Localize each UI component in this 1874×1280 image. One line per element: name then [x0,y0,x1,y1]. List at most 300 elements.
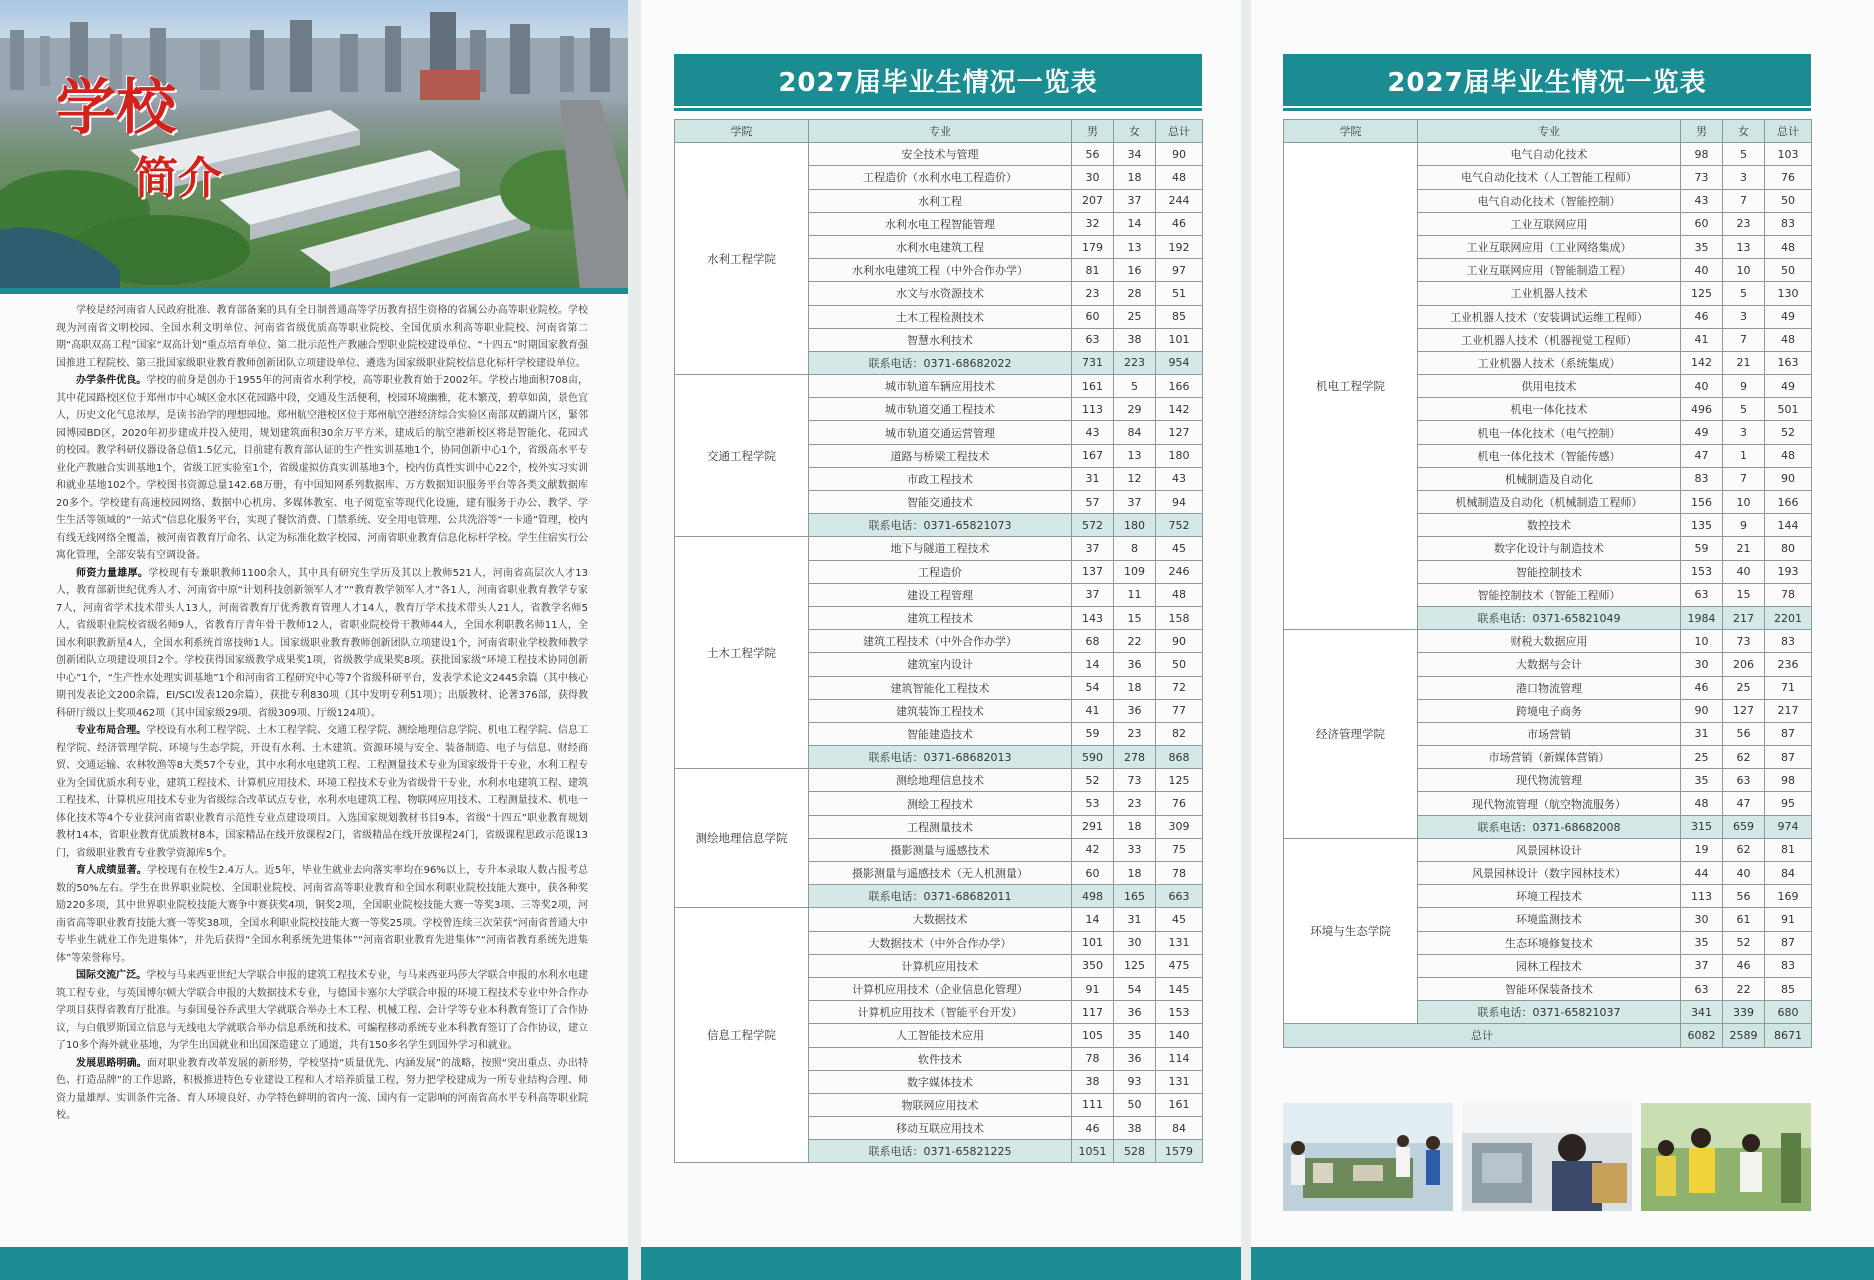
subtotal: 680 [1765,1001,1812,1024]
male-count: 25 [1681,746,1723,769]
male-count: 40 [1681,259,1723,282]
grand-total: 8671 [1765,1024,1812,1047]
male-count: 113 [1072,398,1114,421]
male-count: 60 [1681,212,1723,235]
major-cell: 工业互联网应用（智能制造工程） [1418,259,1681,282]
major-cell: 建筑工程技术（中外合作办学） [809,630,1072,653]
column-header: 学院 [675,120,809,143]
contact-phone: 联系电话：0371-65821049 [1418,606,1681,629]
male-count: 54 [1072,676,1114,699]
total-count: 50 [1156,653,1203,676]
major-cell: 工程造价（水利水电工程造价） [809,166,1072,189]
major-cell: 生态环境修复技术 [1418,931,1681,954]
major-cell: 地下与隧道工程技术 [809,537,1072,560]
total-count: 81 [1765,838,1812,861]
major-cell: 市场营销 [1418,722,1681,745]
table-header-row [1284,120,1812,143]
major-cell: 机电一体化技术（电气控制） [1418,421,1681,444]
male-count: 91 [1072,977,1114,1000]
paragraph-text: 学校是经河南省人民政府批准、教育部备案的具有全日制普通高等学历教育招生资格的省属公办高等职业院校。学校现为河南省文明校园、全国水利文明单位、河南省省级优质高等职业院校、全国优质水利高等职业院校、河南省第二期“高职双高工程”国家“双高计划”重点培育单位、第二批示范性产教融合型职业院校建设单位、“十四五”时期国家教育强国推进工程院校、第三批国家级职业教育教师创新团队立项建设单位、遴选为国家级职业院校信息化标杆学校建设单位。 [56,305,588,369]
total-count: 95 [1765,792,1812,815]
college-cell: 经济管理学院 [1284,630,1418,839]
male-count: 207 [1072,189,1114,212]
total-count: 83 [1765,630,1812,653]
table-title-left: 2027届毕业生情况一览表 [674,54,1202,106]
total-count: 48 [1765,328,1812,351]
male-count: 41 [1681,328,1723,351]
female-count: 18 [1114,166,1156,189]
female-count: 22 [1723,977,1765,1000]
total-count: 76 [1765,166,1812,189]
total-count: 51 [1156,282,1203,305]
subtotal: 2201 [1765,606,1812,629]
major-cell: 机电一体化技术 [1418,398,1681,421]
total-count: 166 [1765,491,1812,514]
total-count: 85 [1765,977,1812,1000]
female-count: 18 [1114,862,1156,885]
major-cell: 工程测量技术 [809,815,1072,838]
male-count: 111 [1072,1093,1114,1116]
male-subtotal: 572 [1072,514,1114,537]
major-cell: 智能环保装备技术 [1418,977,1681,1000]
total-count: 125 [1156,769,1203,792]
major-cell: 大数据技术 [809,908,1072,931]
male-count: 60 [1072,305,1114,328]
total-count: 114 [1156,1047,1203,1070]
total-count: 158 [1156,606,1203,629]
female-subtotal: 339 [1723,1001,1765,1024]
male-count: 40 [1681,375,1723,398]
major-cell: 环境工程技术 [1418,885,1681,908]
female-count: 38 [1114,328,1156,351]
male-count: 38 [1072,1070,1114,1093]
major-cell: 测绘工程技术 [809,792,1072,815]
female-count: 127 [1723,699,1765,722]
major-cell: 财税大数据应用 [1418,630,1681,653]
major-cell: 计算机应用技术（企业信息化管理） [809,977,1072,1000]
major-cell: 风景园林设计 [1418,838,1681,861]
paragraph-text: 学校与马来西亚世纪大学联合申报的建筑工程技术专业，与马来西亚玛莎大学联合申报的水利水电建筑工程专业，与英国博尔顿大学联合申报的大数据技术专业，与德国卡塞尔大学联合申报的环境工程技术专业中外合作办学项目获得省教育厅批准。与泰国曼谷乔武里大学就联合举办土木工程、机械工程、会计学等专业本科教育签订了合作协议，与白俄罗斯国立信息与无线电大学就联合举办信息系统和技术、可编程移动系统专业本科教育签订了合作协议，建立了10多个海外就业基地，为学生出国就业和出国深造建立了通道，共有150多名学生到国外学习和就业。 [56,970,589,1051]
major-cell: 安全技术与管理 [809,143,1072,166]
total-count: 84 [1765,862,1812,885]
total-count: 131 [1156,931,1203,954]
female-subtotal: 217 [1723,606,1765,629]
footer-band [641,1247,1241,1280]
female-count: 40 [1723,862,1765,885]
female-count: 73 [1723,630,1765,653]
male-count: 142 [1681,351,1723,374]
male-count: 37 [1072,583,1114,606]
total-count: 72 [1156,676,1203,699]
major-cell: 软件技术 [809,1047,1072,1070]
male-count: 167 [1072,444,1114,467]
female-count: 3 [1723,305,1765,328]
female-count: 5 [1723,282,1765,305]
major-cell: 工程造价 [809,560,1072,583]
subtotal: 663 [1156,885,1203,908]
total-count: 48 [1156,166,1203,189]
female-count: 15 [1723,583,1765,606]
grand-total-female: 2589 [1723,1024,1765,1047]
male-count: 59 [1072,722,1114,745]
major-cell: 智能控制技术（智能工程师） [1418,583,1681,606]
paragraph-text: 学校的前身是创办于1955年的河南省水利学校，高等职业教育始于2002年。学校占地面积708亩，其中花园路校区位于郑州市中心城区金水区花园路中段，交通及生活便利，校园环境幽雅，花木繁茂，碧草如茵，景色宜人，历史文化气息浓厚，是读书治学的理想园地。郑州航空港校区位于郑州航空港经济综合实验区南部双鹤湖片区，緊邻园博园BD区，2020年初步建成并投入使用，规划建筑面积30余万平方米，建成后的航空港新校区将是智能化、花园式的校园。教学科研仪器设备总值1.5亿元，目前建有教育部认证的生产性实训基地1个，协同创新中心1个，省级高水平专业化产教融合实训基地1个，省级工匠实验室1个，省级虚拟仿真实训基地3个，校内仿真性实训中心22个，校外实习实训和就业基地102个。学校图书资源总量142.68万册，有中国知网系列数据库、万方数据知识服务平台等各类文献数据库20多个。学校建有高速校园网络、数据中心机房、多媒体教室、电子阅览室等现代化设施，建有服务于办公、教学、学生生活等领域的“一站式”信息化服务平台，实现了餐饮消费、门禁系统、安全用电管理、公共洗浴等“一卡通”管理，校内有线无线网络全覆盖，被河南省教育厅命名、认定为标准化数字校园、河南省职业教育信息化标杆学校。学生住宿实行公寓化管理，全部安装有空调设备。 [56,375,588,561]
major-cell: 计算机应用技术 [809,954,1072,977]
total-count: 163 [1765,351,1812,374]
major-cell: 智慧水利技术 [809,328,1072,351]
male-count: 60 [1072,862,1114,885]
footer-band [1251,1247,1874,1280]
total-count: 94 [1156,491,1203,514]
female-count: 62 [1723,746,1765,769]
male-subtotal: 1051 [1072,1140,1114,1163]
female-count: 5 [1114,375,1156,398]
column-header: 女 [1114,120,1156,143]
female-count: 46 [1723,954,1765,977]
intro-paragraph [56,302,588,372]
male-count: 30 [1681,908,1723,931]
college-cell: 环境与生态学院 [1284,838,1418,1024]
female-count: 34 [1114,143,1156,166]
female-count: 10 [1723,259,1765,282]
female-count: 10 [1723,491,1765,514]
total-count: 98 [1765,769,1812,792]
grand-total-label: 总计 [1284,1024,1681,1047]
major-cell: 市政工程技术 [809,467,1072,490]
major-cell: 港口物流管理 [1418,676,1681,699]
male-count: 56 [1072,143,1114,166]
female-count: 37 [1114,491,1156,514]
female-count: 35 [1114,1024,1156,1047]
major-cell: 工业互联网应用（工业网络集成） [1418,235,1681,258]
total-count: 82 [1156,722,1203,745]
male-count: 59 [1681,537,1723,560]
major-cell: 跨境电子商务 [1418,699,1681,722]
female-count: 125 [1114,954,1156,977]
female-count: 14 [1114,212,1156,235]
male-count: 83 [1681,467,1723,490]
total-count: 80 [1765,537,1812,560]
female-count: 206 [1723,653,1765,676]
female-count: 7 [1723,189,1765,212]
total-count: 87 [1765,722,1812,745]
major-cell: 建设工程管理 [809,583,1072,606]
female-count: 9 [1723,514,1765,537]
subtotal: 1579 [1156,1140,1203,1163]
campus-photos [1283,1103,1811,1211]
female-count: 23 [1723,212,1765,235]
female-count: 11 [1114,583,1156,606]
footer-band [0,1247,628,1280]
total-count: 180 [1156,444,1203,467]
intro-paragraph [56,862,588,967]
students-exhibit-photo [1283,1103,1453,1211]
total-count: 77 [1156,699,1203,722]
male-count: 10 [1681,630,1723,653]
male-count: 23 [1072,282,1114,305]
table-row [1284,838,1812,861]
major-cell: 供用电技术 [1418,375,1681,398]
male-count: 48 [1681,792,1723,815]
major-cell: 智能交通技术 [809,491,1072,514]
major-cell: 水利水电工程智能管理 [809,212,1072,235]
paragraph-lead: 办学条件优良。 [76,375,147,386]
total-count: 85 [1156,305,1203,328]
total-count: 52 [1765,421,1812,444]
college-cell: 交通工程学院 [675,375,809,537]
female-count: 62 [1723,838,1765,861]
table-row [675,537,1203,560]
column-header: 总计 [1156,120,1203,143]
total-count: 90 [1156,630,1203,653]
male-count: 44 [1681,862,1723,885]
table-row [675,769,1203,792]
column-header: 男 [1072,120,1114,143]
total-count: 166 [1156,375,1203,398]
total-count: 153 [1156,1001,1203,1024]
male-count: 101 [1072,931,1114,954]
male-count: 63 [1681,977,1723,1000]
female-subtotal: 659 [1723,815,1765,838]
male-count: 35 [1681,235,1723,258]
female-count: 18 [1114,676,1156,699]
major-cell: 水利工程 [809,189,1072,212]
major-cell: 电气自动化技术 [1418,143,1681,166]
female-count: 22 [1114,630,1156,653]
female-count: 3 [1723,421,1765,444]
major-cell: 机械制造及自动化 [1418,467,1681,490]
total-count: 43 [1156,467,1203,490]
female-subtotal: 223 [1114,351,1156,374]
female-count: 54 [1114,977,1156,1000]
female-count: 13 [1114,235,1156,258]
male-count: 43 [1681,189,1723,212]
male-subtotal: 590 [1072,746,1114,769]
paragraph-text: 学校现有在校生2.4万人。近5年，毕业生就业去向落实率均在96%以上，专升本录取人数占报考总数的50%左右。学生在世界职业院校、全国职业院校、河南省高等职业教育和全国水利职业院校技能大赛中，获各种奖励220多项，其中世界职业院校技能大赛争中赛获奖4项，铜奖2项，全国职业院校技能大赛一等奖3项、三等奖2项，河南省高等职业教育技能大赛一等奖38项，全国水利职业院校技能大赛一等奖25项。学校曾连续三次荣获“河南省普通大中专毕业生就业工作先进集体”，并先后获得“全国水利系统先进集体”“河南省职业教育先进集体”“河南省教育系统先进集体”等荣誉称号。 [56,865,588,964]
male-count: 153 [1681,560,1723,583]
column-header: 总计 [1765,120,1812,143]
male-count: 47 [1681,444,1723,467]
table-row [675,375,1203,398]
subtotal: 752 [1156,514,1203,537]
major-cell: 水利水电建筑工程（中外合作办学） [809,259,1072,282]
female-count: 9 [1723,375,1765,398]
male-subtotal: 315 [1681,815,1723,838]
female-count: 36 [1114,1047,1156,1070]
male-subtotal: 341 [1681,1001,1723,1024]
major-cell: 移动互联应用技术 [809,1117,1072,1140]
college-cell: 信息工程学院 [675,908,809,1163]
total-count: 84 [1156,1117,1203,1140]
male-count: 73 [1681,166,1723,189]
total-count: 78 [1156,862,1203,885]
grand-total-male: 6082 [1681,1024,1723,1047]
female-count: 23 [1114,722,1156,745]
female-count: 5 [1723,398,1765,421]
graduates-table-right [1283,119,1812,1048]
total-count: 45 [1156,908,1203,931]
male-count: 46 [1681,676,1723,699]
female-count: 12 [1114,467,1156,490]
major-cell: 城市轨道交通运营管理 [809,421,1072,444]
female-count: 21 [1723,537,1765,560]
male-count: 31 [1072,467,1114,490]
female-count: 33 [1114,838,1156,861]
major-cell: 大数据技术（中外合作办学） [809,931,1072,954]
column-header: 专业 [1418,120,1681,143]
total-count: 127 [1156,421,1203,444]
school-introduction [56,302,588,1125]
total-count: 169 [1765,885,1812,908]
major-cell: 建筑工程技术 [809,606,1072,629]
female-count: 38 [1114,1117,1156,1140]
total-count: 192 [1156,235,1203,258]
female-count: 63 [1723,769,1765,792]
contact-phone: 联系电话：0371-65821225 [809,1140,1072,1163]
male-count: 14 [1072,653,1114,676]
total-count: 131 [1156,1070,1203,1093]
paragraph-lead: 师资力量雄厚。 [76,567,149,579]
total-count: 103 [1765,143,1812,166]
male-count: 37 [1681,954,1723,977]
female-count: 93 [1114,1070,1156,1093]
female-count: 56 [1723,885,1765,908]
male-count: 90 [1681,699,1723,722]
intro-page [0,0,628,1280]
contact-phone: 联系电话：0371-68682011 [809,885,1072,908]
male-count: 291 [1072,815,1114,838]
table-header-row [675,120,1203,143]
male-count: 46 [1072,1117,1114,1140]
male-count: 143 [1072,606,1114,629]
paragraph-lead: 专业布局合理。 [76,725,147,736]
male-count: 41 [1072,699,1114,722]
major-cell: 数字化设计与制造技术 [1418,537,1681,560]
subtotal: 868 [1156,746,1203,769]
total-count: 217 [1765,699,1812,722]
major-cell: 工业机器人技术（系统集成） [1418,351,1681,374]
student-workshop-photo [1462,1103,1632,1211]
male-count: 68 [1072,630,1114,653]
paragraph-lead: 育人成绩显著。 [76,865,148,876]
male-count: 43 [1072,421,1114,444]
total-count: 50 [1765,259,1812,282]
female-count: 31 [1114,908,1156,931]
total-count: 97 [1156,259,1203,282]
column-header: 男 [1681,120,1723,143]
major-cell: 市场营销（新媒体营销） [1418,746,1681,769]
students-outdoor-photo [1641,1103,1811,1211]
female-count: 29 [1114,398,1156,421]
female-count: 21 [1723,351,1765,374]
column-header: 女 [1723,120,1765,143]
major-cell: 工业机器人技术（安装调试运维工程师） [1418,305,1681,328]
male-count: 496 [1681,398,1723,421]
major-cell: 数控技术 [1418,514,1681,537]
female-count: 84 [1114,421,1156,444]
major-cell: 现代物流管理（航空物流服务） [1418,792,1681,815]
paragraph-text: 学校现有专兼职教师1100余人，其中具有研究生学历及其以上教师521人，河南省高层次人才13人，教育部新世纪优秀人才、河南省中原“计划科技创新领军人才”“教育教学领军人才”各1人，河南省职业教育教学专家7人，河南省学术技术带头人13人，河南省教育厅优秀教育管理人才14人，教育厅学术技术带头人21人，省教学名师5人，省级职业院校省级名师9人，省教育厅青年骨干教师12人，省职业院校骨干教师44人，全国水利职教名师11人，全国水利职教新星4人，全国水利系统首席技师1人。国家级职业教育教师创新团队立项建设1个，河南省职业学校教师教学创新团队立项建设项目2个。学校获得国家级教学成果奖1项，省级教学成果奖8项。获批国家级“环境工程技术协同创新中心”1个，“生产性水处理实训基地”1个和河南省工程研究中心等7个省级科研平台，发表学术论文2445余篇（其中核心期刊发表论文200余篇，EI/SCI发表120余篇），获批专利830项（其中发明专利51项）；出版教材、论著376部，获得教科研厅级以上奖项462项（其中国家级29项、省级309项、厅级124项）。 [56,567,589,719]
male-count: 42 [1072,838,1114,861]
male-count: 35 [1681,931,1723,954]
total-count: 101 [1156,328,1203,351]
campus-aerial-photo [0,0,628,290]
total-count: 76 [1156,792,1203,815]
female-count: 25 [1114,305,1156,328]
male-count: 46 [1681,305,1723,328]
major-cell: 机电一体化技术（智能传感） [1418,444,1681,467]
total-count: 144 [1765,514,1812,537]
total-count: 87 [1765,931,1812,954]
female-count: 40 [1723,560,1765,583]
total-count: 49 [1765,375,1812,398]
major-cell: 现代物流管理 [1418,769,1681,792]
female-count: 52 [1723,931,1765,954]
male-count: 30 [1681,653,1723,676]
major-cell: 建筑智能化工程技术 [809,676,1072,699]
total-count: 87 [1765,746,1812,769]
female-count: 16 [1114,259,1156,282]
major-cell: 土木工程检测技术 [809,305,1072,328]
major-cell: 电气自动化技术（人工智能工程师） [1418,166,1681,189]
male-count: 98 [1681,143,1723,166]
total-count: 83 [1765,954,1812,977]
major-cell: 智能建造技术 [809,722,1072,745]
female-count: 7 [1723,467,1765,490]
total-count: 83 [1765,212,1812,235]
college-cell: 土木工程学院 [675,537,809,769]
contact-phone: 联系电话：0371-68682013 [809,746,1072,769]
male-count: 57 [1072,491,1114,514]
total-count: 145 [1156,977,1203,1000]
major-cell: 水利水电建筑工程 [809,235,1072,258]
major-cell: 摄影测量与遥感技术 [809,838,1072,861]
female-subtotal: 528 [1114,1140,1156,1163]
total-count: 91 [1765,908,1812,931]
college-cell: 水利工程学院 [675,143,809,375]
male-subtotal: 1984 [1681,606,1723,629]
male-count: 350 [1072,954,1114,977]
major-cell: 计算机应用技术（智能平台开发） [809,1001,1072,1024]
column-header: 专业 [809,120,1072,143]
banner-title-line2: 简介 [134,153,222,204]
total-count: 48 [1156,583,1203,606]
male-count: 63 [1072,328,1114,351]
major-cell: 道路与桥梁工程技术 [809,444,1072,467]
college-cell: 测绘地理信息学院 [675,769,809,908]
major-cell: 风景园林设计（数字园林技术） [1418,862,1681,885]
female-count: 23 [1114,792,1156,815]
female-count: 37 [1114,189,1156,212]
female-count: 36 [1114,699,1156,722]
female-count: 3 [1723,166,1765,189]
contact-phone: 联系电话：0371-65821037 [1418,1001,1681,1024]
intro-paragraph [56,565,588,723]
subtotal: 974 [1765,815,1812,838]
total-count: 48 [1765,235,1812,258]
male-count: 52 [1072,769,1114,792]
female-subtotal: 278 [1114,746,1156,769]
male-count: 78 [1072,1047,1114,1070]
male-subtotal: 498 [1072,885,1114,908]
female-count: 18 [1114,815,1156,838]
total-count: 90 [1156,143,1203,166]
total-count: 75 [1156,838,1203,861]
total-count: 78 [1765,583,1812,606]
major-cell: 建筑室内设计 [809,653,1072,676]
female-subtotal: 180 [1114,514,1156,537]
male-count: 125 [1681,282,1723,305]
